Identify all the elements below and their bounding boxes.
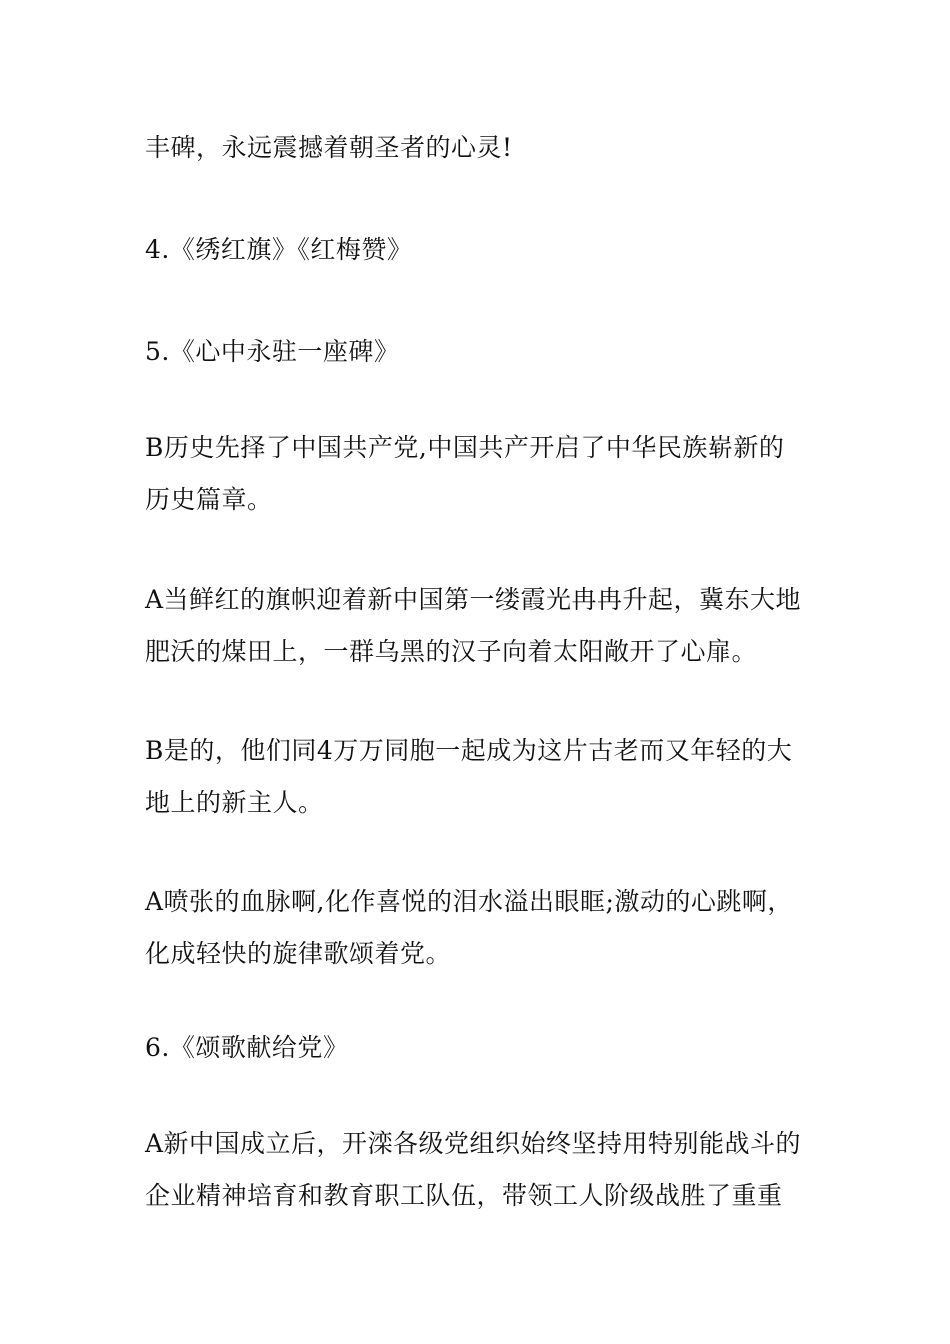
paragraph-b-2-line-2: 地上的新主人。 — [145, 788, 324, 817]
paragraph-1 — [145, 122, 825, 174]
paragraph-a-1-line-2: 肥沃的煤田上，一群乌黑的汉子向着太阳敞开了心扉。 — [145, 637, 758, 666]
paragraph-a-2 — [145, 876, 825, 980]
paragraph-b-1-line-1: B历史先择了中国共产党,中国共产开启了中华民族崭新的 — [145, 433, 785, 462]
paragraph-a-3-line-2: 企业精神培育和教育职工队伍，带领工人阶级战胜了重重 — [145, 1181, 783, 1210]
section-heading-4-line-1: 4.《绣红旗》《红梅赞》 — [145, 235, 413, 264]
paragraph-b-1-line-2: 历史篇章。 — [145, 485, 273, 514]
paragraph-a-3-line-1: A新中国成立后，开滦各级党组织始终坚持用特别能战斗的 — [145, 1129, 802, 1158]
paragraph-a-1 — [145, 574, 825, 678]
section-heading-6 — [145, 1022, 825, 1074]
paragraph-a-3 — [145, 1118, 825, 1222]
section-heading-5-line-1: 5.《心中永驻一座碑》 — [145, 337, 400, 366]
section-heading-6-line-1: 6.《颂歌献给党》 — [145, 1033, 349, 1062]
section-heading-4 — [145, 224, 825, 276]
paragraph-b-1 — [145, 422, 825, 526]
paragraph-1-line-1: 丰碑，永远震撼着朝圣者的心灵! — [145, 133, 513, 162]
paragraph-b-2-line-1: B是的，他们同4万万同胞一起成为这片古老而又年轻的大 — [145, 736, 793, 765]
section-heading-5 — [145, 326, 825, 378]
paragraph-a-2-line-1: A喷张的血脉啊,化作喜悦的泪水溢出眼眶;激动的心跳啊， — [145, 887, 793, 916]
paragraph-a-1-line-1: A当鲜红的旗帜迎着新中国第一缕霞光冉冉升起，冀东大地 — [145, 585, 802, 614]
paragraph-a-2-line-2: 化成轻快的旋律歌颂着党。 — [145, 939, 452, 968]
paragraph-b-2 — [145, 725, 825, 829]
